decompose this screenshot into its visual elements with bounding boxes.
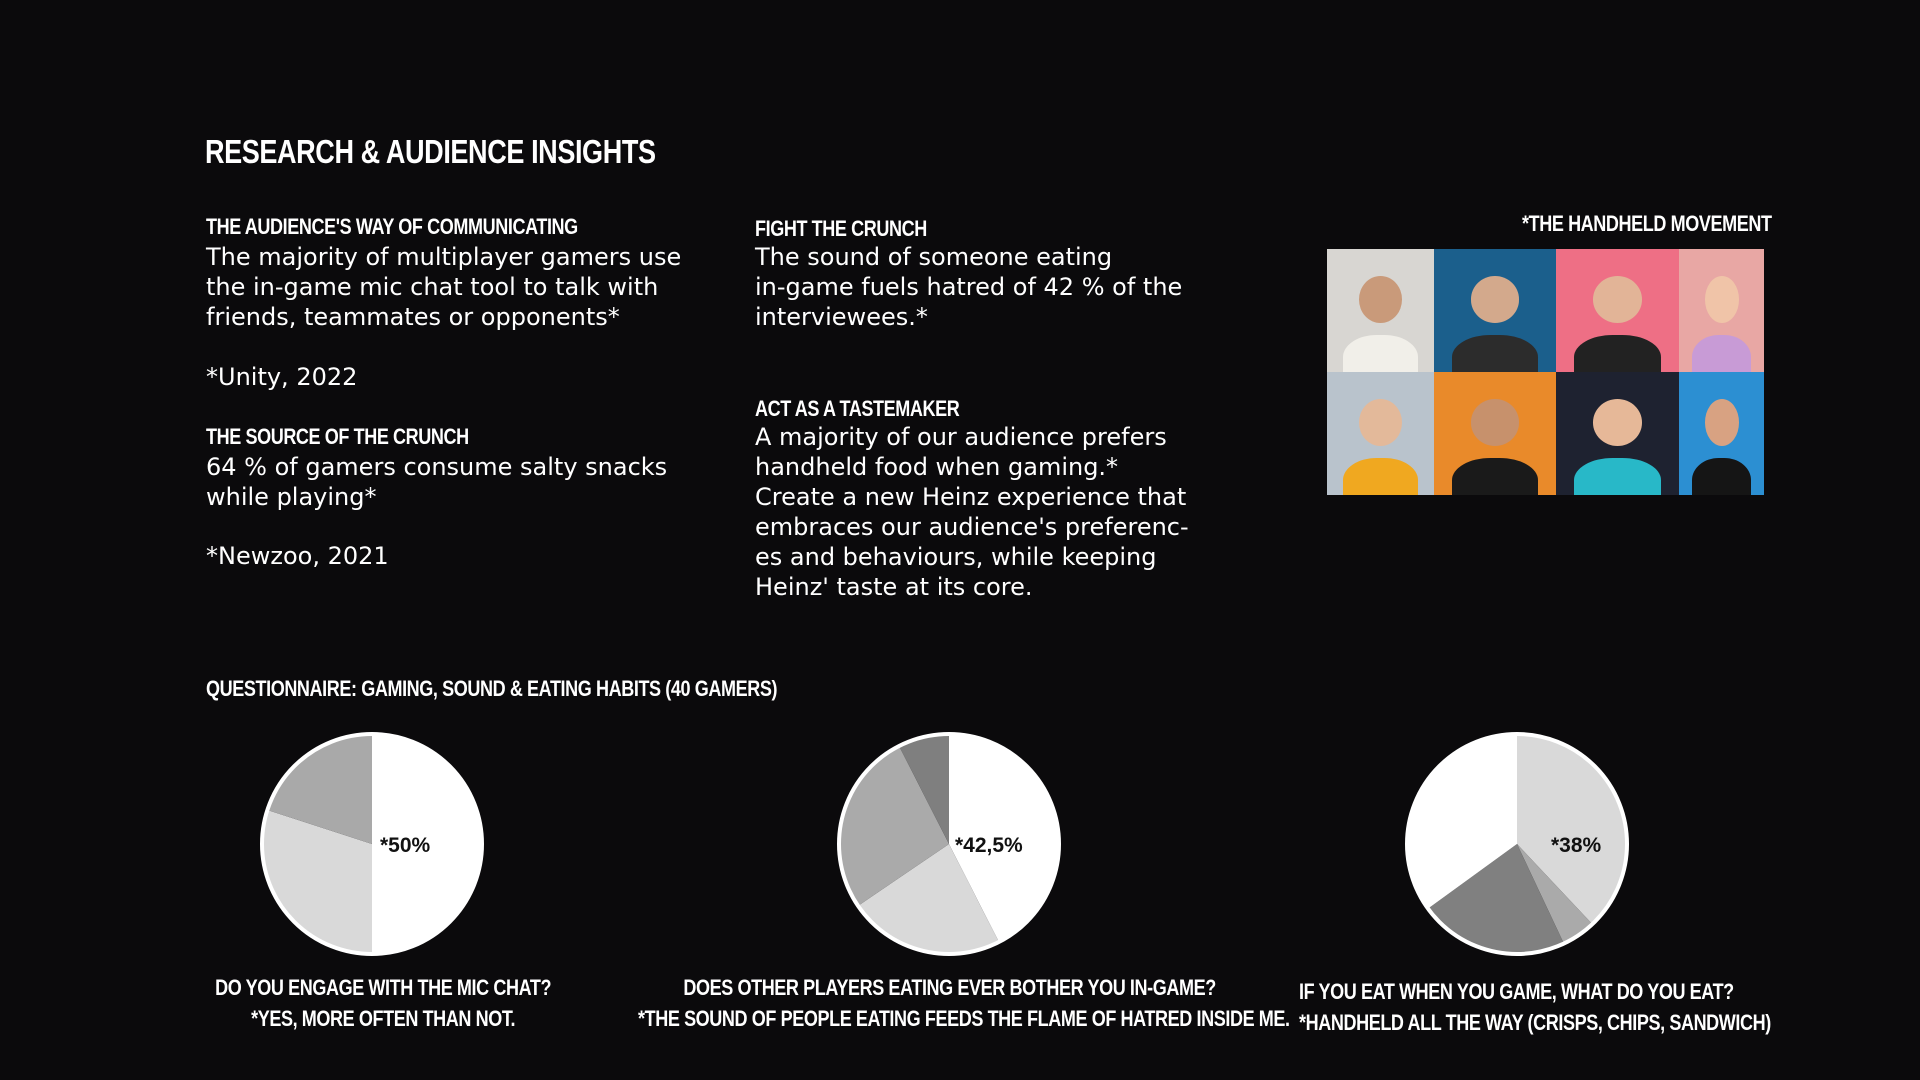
caption-answer: *HANDHELD ALL THE WAY (CRISPS, CHIPS, SANDWICH) — [1299, 1010, 1771, 1035]
pie-label: *50% — [380, 834, 431, 857]
caption-answer: *THE SOUND OF PEOPLE EATING FEEDS THE FLAME OF HATRED INSIDE ME. — [638, 1006, 1290, 1031]
creator-photo — [1327, 372, 1434, 495]
pie-label: *38% — [1551, 834, 1602, 857]
creator-photo — [1327, 249, 1434, 372]
caption-question: DO YOU ENGAGE WITH THE MIC CHAT? — [215, 975, 552, 1000]
pie-chart-svg — [1403, 730, 1631, 958]
pie-label: *42,5% — [955, 834, 1023, 857]
pie-chart-eating-bother — [835, 730, 1063, 958]
caption-eating-bother — [638, 972, 1290, 1034]
section-text-communicating: The majority of multiplayer gamers use the in-game mic chat tool to talk with friends, teammates or opponents* — [206, 243, 682, 331]
pie-chart-mic-chat — [258, 730, 486, 958]
creator-photo — [1679, 372, 1764, 495]
section-heading-fight-crunch: FIGHT THE CRUNCH — [755, 216, 927, 241]
section-heading-crunch-source: THE SOURCE OF THE CRUNCH — [206, 424, 469, 449]
caption-food-type — [1299, 976, 1775, 1038]
pie-chart-svg — [835, 730, 1063, 958]
source-unity: *Unity, 2022 — [206, 363, 358, 391]
caption-question: IF YOU EAT WHEN YOU GAME, WHAT DO YOU EAT? — [1299, 979, 1734, 1004]
photo-grid — [1327, 249, 1764, 495]
creator-photo — [1556, 249, 1679, 372]
pie-chart-svg — [258, 730, 486, 958]
page-title: RESEARCH & AUDIENCE INSIGHTS — [205, 133, 656, 170]
caption-question: DOES OTHER PLAYERS EATING EVER BOTHER YOU IN-GAME? — [683, 975, 1216, 1000]
section-text-fight-crunch: The sound of someone eating in-game fuels hatred of 42 % of the interviewees.* — [755, 243, 1183, 331]
creator-photo — [1556, 372, 1679, 495]
caption-mic-chat — [206, 972, 560, 1034]
section-heading-handheld: *THE HANDHELD MOVEMENT — [1522, 211, 1772, 236]
section-heading-communicating: THE AUDIENCE'S WAY OF COMMUNICATING — [206, 214, 578, 239]
creator-photo — [1434, 249, 1556, 372]
section-text-crunch-source: 64 % of gamers consume salty snacks while playing* — [206, 453, 668, 511]
creator-photo — [1679, 249, 1764, 372]
source-newzoo: *Newzoo, 2021 — [206, 542, 389, 570]
questionnaire-heading: QUESTIONNAIRE: GAMING, SOUND & EATING HABITS (40 GAMERS) — [206, 676, 778, 701]
section-text-tastemaker: A majority of our audience prefers handheld food when gaming.* Create a new Heinz experience that embraces our audience's preferenc- es and behaviours, while keeping Heinz' taste at its core. — [755, 423, 1189, 601]
creator-photo — [1434, 372, 1556, 495]
pie-chart-food-type — [1403, 730, 1631, 958]
caption-answer: *YES, MORE OFTEN THAN NOT. — [251, 1006, 516, 1031]
section-heading-tastemaker: ACT AS A TASTEMAKER — [755, 396, 960, 421]
